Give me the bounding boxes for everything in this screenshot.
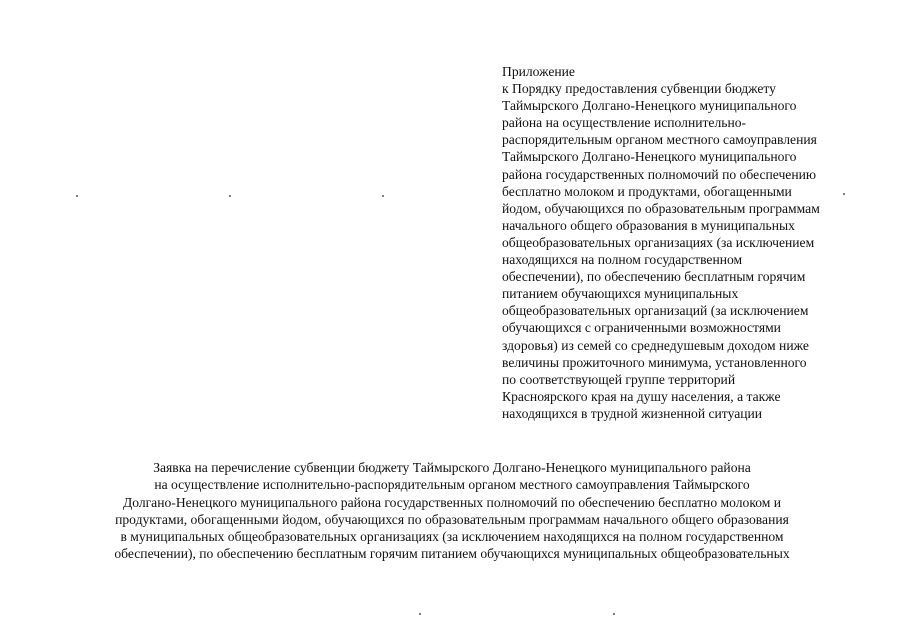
appendix-line: здоровья) из семей со среднедушевым доходом ниже <box>502 337 809 353</box>
appendix-line: общеобразовательных организаций (за исключением <box>502 303 809 319</box>
scan-speck <box>229 195 231 197</box>
appendix-line: величины прожиточного минимума, установленного <box>502 354 807 370</box>
appendix-line: бесплатно молоком и продуктами, обогащенными <box>502 183 792 199</box>
request-title-line: Долгано-Ненецкого муниципального района государственных полномочий по обеспечению бесплатно молоком и <box>122 494 782 510</box>
appendix-line: по соответствующей группе территорий <box>502 371 736 387</box>
appendix-line: обучающихся с ограниченными возможностями <box>502 320 781 336</box>
appendix-line: йодом, обучающихся по образовательным программам <box>502 200 820 216</box>
appendix-line: района государственных полномочий по обеспечению <box>502 166 817 182</box>
request-title-line: на осуществление исполнительно-распорядительным органом местного самоуправления Таймырского <box>154 477 750 493</box>
scan-speck <box>843 193 845 195</box>
appendix-line: к Порядку предоставления субвенции бюджету <box>502 81 776 97</box>
request-title-line: обеспечении), по обеспечению бесплатным горячим питанием обучающихся муниципальных общеобразовательных <box>114 546 790 562</box>
scan-speck <box>613 613 615 615</box>
scan-speck <box>382 195 384 197</box>
request-title-line: продуктами, обогащенными йодом, обучающихся по образовательным программам начального общего образования <box>115 511 789 527</box>
appendix-line: обеспечении), по обеспечению бесплатным горячим <box>502 269 806 285</box>
appendix-line: общеобразовательных организациях (за исключением <box>502 234 815 250</box>
appendix-line: Красноярского края на душу населения, а также <box>502 388 781 404</box>
appendix-line: распорядительным органом местного самоуправления <box>502 132 817 148</box>
request-title-line: Заявка на перечисление субвенции бюджету Таймырского Долгано-Ненецкого муниципального района <box>153 460 751 475</box>
appendix-line: находящихся в трудной жизненной ситуации <box>502 405 763 421</box>
appendix-line: находящихся на полном государственном <box>502 252 743 268</box>
appendix-heading: Приложение <box>502 64 575 79</box>
appendix-block <box>502 63 872 422</box>
appendix-line: начального общего образования в муниципальных <box>502 217 795 233</box>
request-title-line: в муниципальных общеобразовательных организациях (за исключением находящихся на полном государственном <box>120 529 784 545</box>
scan-speck <box>419 613 421 615</box>
appendix-line: района на осуществление исполнительно- <box>502 115 747 131</box>
appendix-line: Таймырского Долгано-Ненецкого муниципального <box>502 149 797 165</box>
appendix-line: Таймырского Долгано-Ненецкого муниципального <box>502 98 797 114</box>
scan-speck <box>76 195 78 197</box>
request-title <box>60 459 844 563</box>
appendix-line: питанием обучающихся муниципальных <box>502 286 739 302</box>
